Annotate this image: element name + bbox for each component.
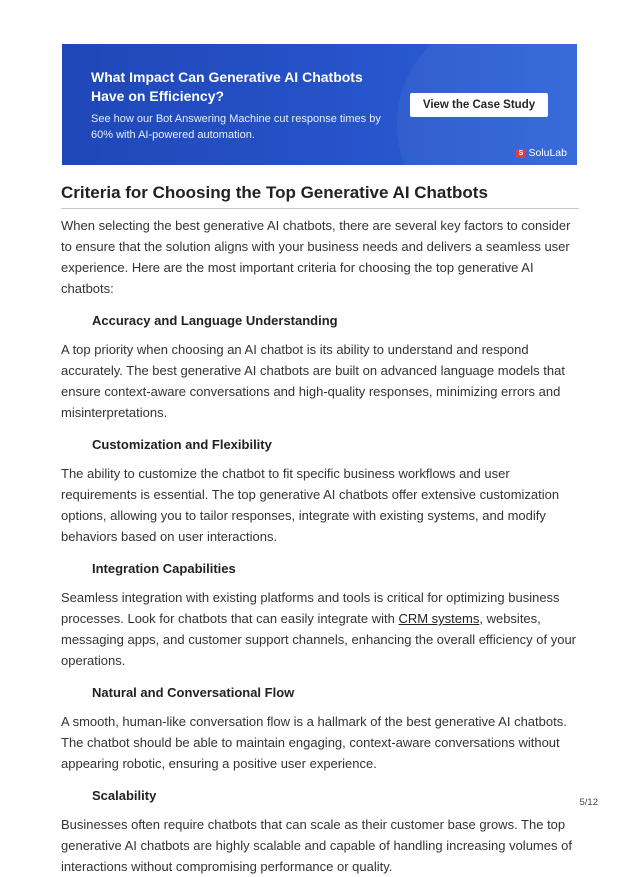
solulab-logo [516,147,567,159]
logo-text: SoluLab [528,147,567,159]
section-heading-customization: Customization and Flexibility [92,437,272,452]
section-text-conversational-flow: A smooth, human-like conversation flow is a hallmark of the best generative AI chatbots. The chatbot should be able to maintain engaging, context-aware conversations without appearing robotic, ensuring a positive user experience. [61,714,567,771]
integration-text-after: , websites, messaging apps, and customer support channels, enhancing the overall efficiency of your operations. [61,611,577,668]
banner-subtitle: See how our Bot Answering Machine cut response times by 60% with AI-powered automation. [91,113,381,141]
section-heading-accuracy: Accuracy and Language Understanding [92,313,338,328]
section-text-scalability: Businesses often require chatbots that can scale as their customer base grows. The top generative AI chatbots are highly scalable and capable of handling increasing volumes of interactions without compromising performance or quality. [61,817,572,874]
section-text-customization: The ability to customize the chatbot to fit specific business workflows and user requirements is essential. The top generative AI chatbots offer extensive customization options, allowing you to tailor responses, integrate with existing systems, and modify behaviors based on user interactions. [61,466,560,544]
crm-systems-link[interactable]: CRM systems [398,611,480,626]
integration-text-before: Seamless integration with existing platforms and tools is critical for optimizing business processes. Look for chatbots that can easily integrate with [61,590,560,626]
intro-paragraph: When selecting the best generative AI chatbots, there are several key factors to consider to ensure that the solution aligns with your business needs and delivers a seamless user experience. Here are the most important criteria for choosing the top generative AI chatbots: [61,218,571,296]
section-heading-conversational-flow: Natural and Conversational Flow [92,685,295,700]
section-heading-scalability: Scalability [92,788,157,803]
page-number: 5/12 [579,797,598,808]
banner-title: What Impact Can Generative AI Chatbots Have on Efficiency? [91,69,363,104]
view-case-study-button[interactable]: View the Case Study [410,93,548,117]
section-text-accuracy: A top priority when choosing an AI chatbot is its ability to understand and respond accurately. The best generative AI chatbots are built on advanced language models that ensure context-aware conversations and high-quality responses, minimizing errors and misinterpretations. [61,342,565,420]
article-title: Criteria for Choosing the Top Generative AI Chatbots [61,182,579,209]
section-text-integration [61,587,579,671]
solulab-logo-icon: S [516,149,525,158]
article-content [61,182,579,877]
section-heading-integration: Integration Capabilities [92,561,236,576]
case-study-banner [62,44,577,165]
